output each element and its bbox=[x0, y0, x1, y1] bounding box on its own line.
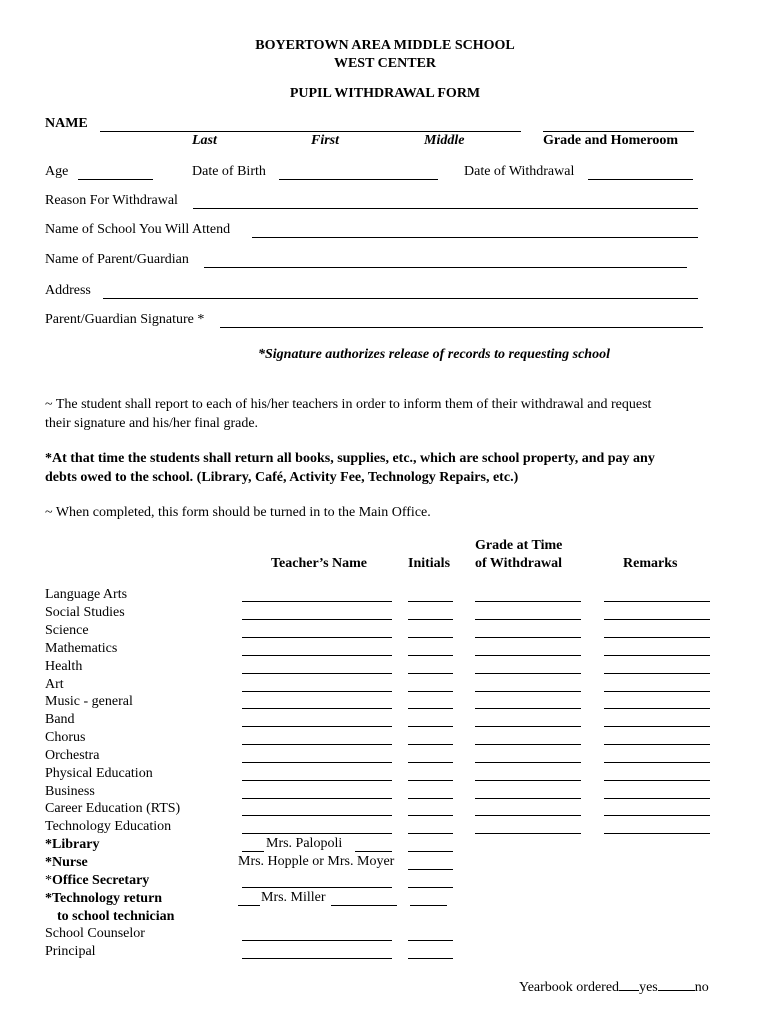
remarks-blank[interactable] bbox=[604, 619, 710, 620]
grade-blank[interactable] bbox=[475, 815, 581, 816]
col-header-grade-line2: of Withdrawal bbox=[475, 556, 562, 571]
initials-blank[interactable] bbox=[408, 619, 453, 620]
nurse-teacher: Mrs. Hopple or Mrs. Moyer bbox=[238, 854, 395, 869]
subject-label: Music - general bbox=[45, 694, 133, 709]
parent-field[interactable] bbox=[204, 267, 687, 268]
yearbook-line bbox=[519, 980, 709, 996]
subject-nurse: *Nurse bbox=[45, 855, 88, 870]
dob-label: Date of Birth bbox=[192, 164, 266, 179]
subject-label: Orchestra bbox=[45, 748, 100, 763]
grade-blank[interactable] bbox=[475, 691, 581, 692]
library-teacher-blank-pre[interactable] bbox=[242, 851, 264, 852]
initials-blank[interactable] bbox=[408, 869, 453, 870]
grade-blank[interactable] bbox=[475, 708, 581, 709]
teacher-name-blank[interactable] bbox=[242, 601, 392, 602]
subject-label: Physical Education bbox=[45, 766, 153, 781]
teacher-name-blank[interactable] bbox=[242, 762, 392, 763]
col-header-teacher: Teacher’s Name bbox=[271, 556, 368, 571]
last-label: Last bbox=[192, 133, 217, 148]
initials-blank[interactable] bbox=[410, 905, 447, 906]
grade-blank[interactable] bbox=[475, 619, 581, 620]
address-label: Address bbox=[45, 283, 91, 298]
remarks-blank[interactable] bbox=[604, 601, 710, 602]
initials-blank[interactable] bbox=[408, 673, 453, 674]
grade-blank[interactable] bbox=[475, 655, 581, 656]
first-label: First bbox=[311, 133, 340, 148]
initials-blank[interactable] bbox=[408, 780, 453, 781]
subject-label: Career Education (RTS) bbox=[45, 801, 181, 816]
instruction-line: *At that time the students shall return all books, supplies, etc., which are school property, and pay any bbox=[45, 451, 655, 466]
grade-blank[interactable] bbox=[475, 833, 581, 834]
subject-label: Science bbox=[45, 623, 89, 638]
subject-principal: Principal bbox=[45, 944, 96, 959]
remarks-blank[interactable] bbox=[604, 691, 710, 692]
grade-homeroom-field[interactable] bbox=[543, 131, 694, 132]
remarks-blank[interactable] bbox=[604, 673, 710, 674]
initials-blank[interactable] bbox=[408, 940, 453, 941]
instruction-report-teachers bbox=[45, 395, 715, 433]
instruction-line: their signature and his/her final grade. bbox=[45, 416, 259, 431]
grade-blank[interactable] bbox=[475, 762, 581, 763]
withdrawal-date-field[interactable] bbox=[588, 179, 693, 180]
parent-label: Name of Parent/Guardian bbox=[45, 252, 189, 267]
library-teacher: Mrs. Palopoli bbox=[266, 836, 343, 851]
teacher-name-blank[interactable] bbox=[242, 815, 392, 816]
yearbook-yes-label: yes bbox=[639, 980, 658, 995]
subject-counselor: School Counselor bbox=[45, 926, 145, 941]
teacher-name-blank[interactable] bbox=[242, 655, 392, 656]
instruction-line: ~ The student shall report to each of his/her teachers in order to inform them of their withdrawal and request bbox=[45, 397, 652, 412]
yearbook-label: Yearbook ordered bbox=[519, 980, 620, 995]
teacher-name-blank[interactable] bbox=[242, 958, 392, 959]
instruction-line: debts owed to the school. (Library, Café, Activity Fee, Technology Repairs, etc.) bbox=[45, 470, 519, 485]
remarks-blank[interactable] bbox=[604, 744, 710, 745]
grade-blank[interactable] bbox=[475, 744, 581, 745]
initials-blank[interactable] bbox=[408, 655, 453, 656]
subject-technology-return: *Technology return bbox=[45, 891, 163, 906]
school-attend-field[interactable] bbox=[252, 237, 698, 238]
teacher-name-blank[interactable] bbox=[242, 708, 392, 709]
col-header-remarks: Remarks bbox=[623, 556, 678, 571]
remarks-blank[interactable] bbox=[604, 780, 710, 781]
grade-blank[interactable] bbox=[475, 726, 581, 727]
teacher-name-blank[interactable] bbox=[242, 940, 392, 941]
remarks-blank[interactable] bbox=[604, 798, 710, 799]
subject-label: Language Arts bbox=[45, 587, 128, 602]
subject-label: Social Studies bbox=[45, 605, 125, 620]
school-name: BOYERTOWN AREA MIDDLE SCHOOL bbox=[255, 38, 515, 53]
yearbook-no-label: no bbox=[694, 980, 709, 995]
initials-blank[interactable] bbox=[408, 762, 453, 763]
grade-blank[interactable] bbox=[475, 601, 581, 602]
subject-technology-return-2: to school technician bbox=[57, 909, 175, 924]
yearbook-yes-blank[interactable] bbox=[619, 990, 639, 991]
age-label: Age bbox=[45, 164, 69, 179]
center-name: WEST CENTER bbox=[333, 56, 437, 71]
form-title: PUPIL WITHDRAWAL FORM bbox=[289, 86, 481, 101]
initials-blank[interactable] bbox=[408, 601, 453, 602]
subject-label: Mathematics bbox=[45, 641, 118, 656]
teacher-name-blank[interactable] bbox=[242, 726, 392, 727]
tech-teacher-blank-pre[interactable] bbox=[238, 905, 260, 906]
initials-blank[interactable] bbox=[408, 798, 453, 799]
initials-blank[interactable] bbox=[408, 637, 453, 638]
subject-label: Technology Education bbox=[45, 819, 172, 834]
teacher-name-blank[interactable] bbox=[242, 691, 392, 692]
teacher-name-blank[interactable] bbox=[242, 744, 392, 745]
remarks-blank[interactable] bbox=[604, 708, 710, 709]
grade-blank[interactable] bbox=[475, 780, 581, 781]
withdrawal-date-label: Date of Withdrawal bbox=[464, 164, 575, 179]
subject-label: Band bbox=[45, 712, 75, 727]
instruction-main-office: ~ When completed, this form should be turned in to the Main Office. bbox=[45, 505, 431, 520]
reason-field[interactable] bbox=[193, 208, 698, 209]
remarks-blank[interactable] bbox=[604, 762, 710, 763]
initials-blank[interactable] bbox=[408, 691, 453, 692]
grade-blank[interactable] bbox=[475, 637, 581, 638]
signature-note: *Signature authorizes release of records to requesting school bbox=[258, 347, 610, 362]
tech-teacher: Mrs. Miller bbox=[261, 890, 326, 905]
remarks-blank[interactable] bbox=[604, 726, 710, 727]
signature-field[interactable] bbox=[220, 327, 703, 328]
subject-library: *Library bbox=[45, 837, 100, 852]
grade-blank[interactable] bbox=[475, 673, 581, 674]
library-teacher-blank-post[interactable] bbox=[355, 851, 392, 852]
teacher-name-blank[interactable] bbox=[242, 887, 392, 888]
initials-blank[interactable] bbox=[408, 958, 453, 959]
remarks-blank[interactable] bbox=[604, 833, 710, 834]
subject-label: Art bbox=[45, 677, 64, 692]
name-label: NAME bbox=[45, 116, 88, 131]
grade-homeroom-label: Grade and Homeroom bbox=[543, 133, 679, 148]
tech-teacher-blank-post[interactable] bbox=[331, 905, 397, 906]
teacher-name-blank[interactable] bbox=[242, 798, 392, 799]
instruction-return-books bbox=[45, 449, 715, 487]
teacher-name-blank[interactable] bbox=[242, 619, 392, 620]
subject-office-secretary: *Office Secretary bbox=[45, 873, 150, 888]
teacher-name-blank[interactable] bbox=[242, 780, 392, 781]
dob-field[interactable] bbox=[279, 179, 438, 180]
remarks-blank[interactable] bbox=[604, 655, 710, 656]
teacher-name-blank[interactable] bbox=[242, 833, 392, 834]
initials-blank[interactable] bbox=[408, 815, 453, 816]
address-field[interactable] bbox=[103, 298, 698, 299]
initials-blank[interactable] bbox=[408, 833, 453, 834]
initials-blank[interactable] bbox=[408, 708, 453, 709]
subject-label: Business bbox=[45, 784, 95, 799]
name-field[interactable] bbox=[100, 131, 521, 132]
subject-label: Chorus bbox=[45, 730, 86, 745]
reason-label: Reason For Withdrawal bbox=[45, 193, 178, 208]
initials-blank[interactable] bbox=[408, 726, 453, 727]
remarks-blank[interactable] bbox=[604, 637, 710, 638]
school-attend-label: Name of School You Will Attend bbox=[45, 222, 231, 237]
office-label: Office Secretary bbox=[52, 873, 150, 888]
col-header-grade-line1: Grade at Time bbox=[475, 538, 563, 553]
initials-blank[interactable] bbox=[408, 744, 453, 745]
grade-blank[interactable] bbox=[475, 798, 581, 799]
remarks-blank[interactable] bbox=[604, 815, 710, 816]
col-header-initials: Initials bbox=[408, 556, 451, 571]
age-field[interactable] bbox=[78, 179, 153, 180]
signature-label: Parent/Guardian Signature * bbox=[45, 312, 205, 327]
yearbook-no-blank[interactable] bbox=[658, 990, 695, 991]
subject-label: Health bbox=[45, 659, 83, 674]
middle-label: Middle bbox=[424, 133, 465, 148]
initials-blank[interactable] bbox=[408, 887, 453, 888]
teacher-name-blank[interactable] bbox=[242, 673, 392, 674]
teacher-name-blank[interactable] bbox=[242, 637, 392, 638]
initials-blank[interactable] bbox=[408, 851, 453, 852]
